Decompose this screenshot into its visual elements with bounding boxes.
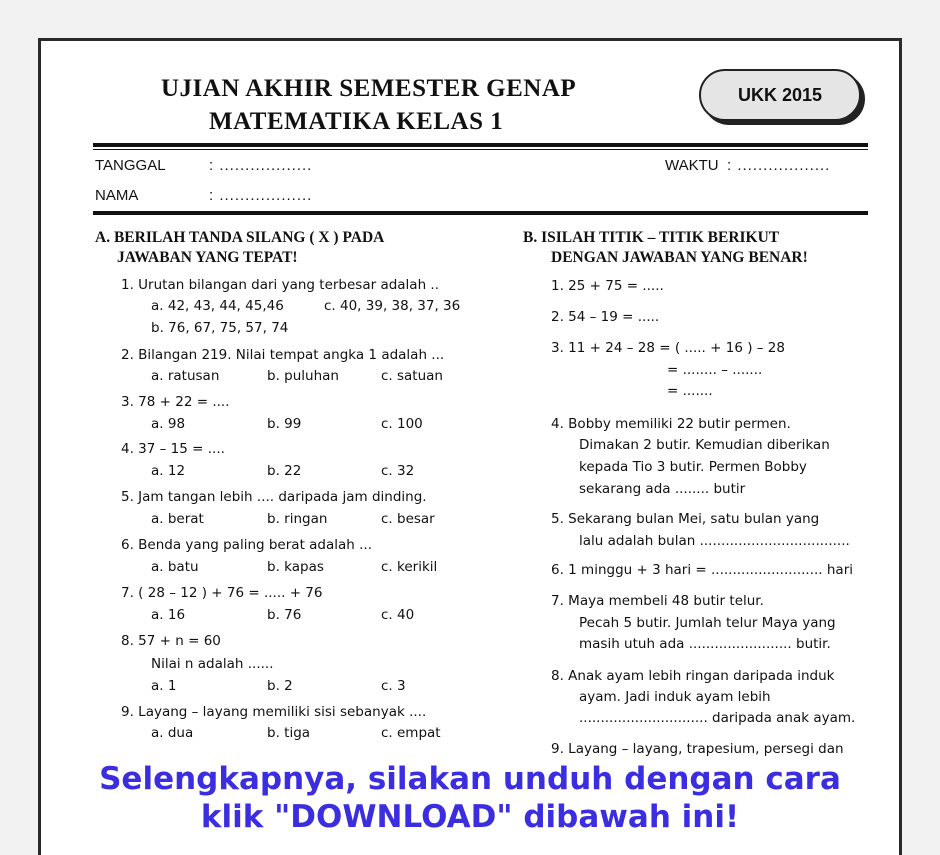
banner-line-1: Selengkapnya, silakan unduh dengan cara bbox=[99, 761, 841, 797]
option-a8-b[interactable]: b. 2 bbox=[267, 678, 293, 694]
waktu-field[interactable]: : .................. bbox=[727, 157, 831, 174]
question-b7-line3[interactable]: masih utuh ada ........................ butir. bbox=[579, 636, 831, 652]
option-a9-c[interactable]: c. empat bbox=[381, 725, 441, 741]
question-b7-line2: Pecah 5 butir. Jumlah telur Maya yang bbox=[579, 615, 836, 631]
question-a8-line2: Nilai n adalah ...... bbox=[151, 656, 274, 672]
option-a9-a[interactable]: a. dua bbox=[151, 725, 194, 741]
option-a2-b[interactable]: b. puluhan bbox=[267, 368, 339, 384]
question-b1[interactable]: 1. 25 + 75 = ..... bbox=[551, 278, 664, 294]
option-a7-c[interactable]: c. 40 bbox=[381, 607, 415, 623]
section-b-title: B. ISILAH TITIK – TITIK BERIKUT bbox=[523, 229, 780, 246]
year-badge: UKK 2015 bbox=[699, 69, 861, 121]
question-b4: 4. Bobby memiliki 22 butir permen. bbox=[551, 416, 791, 432]
exam-title: UJIAN AKHIR SEMESTER GENAP bbox=[161, 75, 577, 102]
option-a1-b[interactable]: b. 76, 67, 75, 57, 74 bbox=[151, 320, 289, 336]
question-b5: 5. Sekarang bulan Mei, satu bulan yang bbox=[551, 511, 820, 527]
question-b9: 9. Layang – layang, trapesium, persegi dan bbox=[551, 741, 844, 757]
option-a7-a[interactable]: a. 16 bbox=[151, 607, 186, 623]
question-a8: 8. 57 + n = 60 bbox=[121, 633, 221, 649]
question-b2[interactable]: 2. 54 – 19 = ..... bbox=[551, 309, 660, 325]
question-b3[interactable]: 3. 11 + 24 – 28 = ( ..... + 16 ) – 28 bbox=[551, 340, 785, 356]
question-b5-line2[interactable]: lalu adalah bulan ................................... bbox=[579, 533, 850, 549]
option-a6-c[interactable]: c. kerikil bbox=[381, 559, 438, 575]
tanggal-field[interactable]: : .................. bbox=[209, 157, 313, 174]
fields-rule bbox=[93, 211, 868, 215]
option-a1-a[interactable]: a. 42, 43, 44, 45,46 bbox=[151, 298, 284, 314]
option-a8-c[interactable]: c. 3 bbox=[381, 678, 406, 694]
question-b4-line2: Dimakan 2 butir. Kemudian diberikan bbox=[579, 437, 830, 453]
question-b7: 7. Maya membeli 48 butir telur. bbox=[551, 593, 764, 609]
option-a2-a[interactable]: a. ratusan bbox=[151, 368, 220, 384]
header-rule-thin bbox=[93, 149, 868, 150]
question-b8: 8. Anak ayam lebih ringan daripada induk bbox=[551, 668, 835, 684]
option-a2-c[interactable]: c. satuan bbox=[381, 368, 443, 384]
question-a1: 1. Urutan bilangan dari yang terbesar adalah .. bbox=[121, 277, 440, 293]
question-a9: 9. Layang – layang memiliki sisi sebanyak .... bbox=[121, 704, 427, 720]
question-a5: 5. Jam tangan lebih .... daripada jam dinding. bbox=[121, 489, 427, 505]
banner-line-2[interactable]: klik "DOWNLOAD" dibawah ini! bbox=[200, 799, 740, 835]
header-rule bbox=[93, 143, 868, 147]
option-a3-a[interactable]: a. 98 bbox=[151, 416, 186, 432]
question-a3: 3. 78 + 22 = .... bbox=[121, 394, 230, 410]
option-a5-b[interactable]: b. ringan bbox=[267, 511, 328, 527]
option-a5-a[interactable]: a. berat bbox=[151, 511, 204, 527]
question-b3-step2[interactable]: = ........ – ....... bbox=[667, 362, 763, 378]
question-b8-line3[interactable]: .............................. daripada anak ayam. bbox=[579, 710, 856, 726]
option-a3-b[interactable]: b. 99 bbox=[267, 416, 302, 432]
question-b6[interactable]: 6. 1 minggu + 3 hari = .......................... hari bbox=[551, 562, 853, 578]
option-a4-c[interactable]: c. 32 bbox=[381, 463, 415, 479]
option-a6-b[interactable]: b. kapas bbox=[267, 559, 324, 575]
question-a2: 2. Bilangan 219. Nilai tempat angka 1 adalah ... bbox=[121, 347, 445, 363]
exam-subtitle: MATEMATIKA KELAS 1 bbox=[209, 108, 504, 135]
section-a-title: A. BERILAH TANDA SILANG ( X ) PADA bbox=[95, 229, 385, 246]
option-a5-c[interactable]: c. besar bbox=[381, 511, 435, 527]
exam-sheet bbox=[38, 38, 902, 855]
question-b3-step3[interactable]: = ....... bbox=[667, 383, 713, 399]
option-a8-a[interactable]: a. 1 bbox=[151, 678, 177, 694]
nama-field[interactable]: : .................. bbox=[209, 187, 313, 204]
option-a3-c[interactable]: c. 100 bbox=[381, 416, 423, 432]
option-a6-a[interactable]: a. batu bbox=[151, 559, 199, 575]
option-a7-b[interactable]: b. 76 bbox=[267, 607, 302, 623]
question-a7: 7. ( 28 – 12 ) + 76 = ..... + 76 bbox=[121, 585, 323, 601]
question-a6: 6. Benda yang paling berat adalah ... bbox=[121, 537, 373, 553]
option-a4-a[interactable]: a. 12 bbox=[151, 463, 186, 479]
option-a4-b[interactable]: b. 22 bbox=[267, 463, 302, 479]
nama-label: NAMA bbox=[95, 187, 139, 204]
section-a-subtitle: JAWABAN YANG TEPAT! bbox=[117, 249, 298, 266]
question-b4-line3: kepada Tio 3 butir. Permen Bobby bbox=[579, 459, 807, 475]
section-b-subtitle: DENGAN JAWABAN YANG BENAR! bbox=[551, 249, 808, 266]
tanggal-label: TANGGAL bbox=[95, 157, 166, 174]
option-a1-c[interactable]: c. 40, 39, 38, 37, 36 bbox=[324, 298, 461, 314]
question-b4-line4[interactable]: sekarang ada ........ butir bbox=[579, 481, 746, 497]
question-a4: 4. 37 – 15 = .... bbox=[121, 441, 225, 457]
option-a9-b[interactable]: b. tiga bbox=[267, 725, 311, 741]
waktu-label: WAKTU bbox=[665, 157, 719, 174]
download-banner bbox=[0, 760, 940, 836]
question-b8-line2: ayam. Jadi induk ayam lebih bbox=[579, 689, 771, 705]
